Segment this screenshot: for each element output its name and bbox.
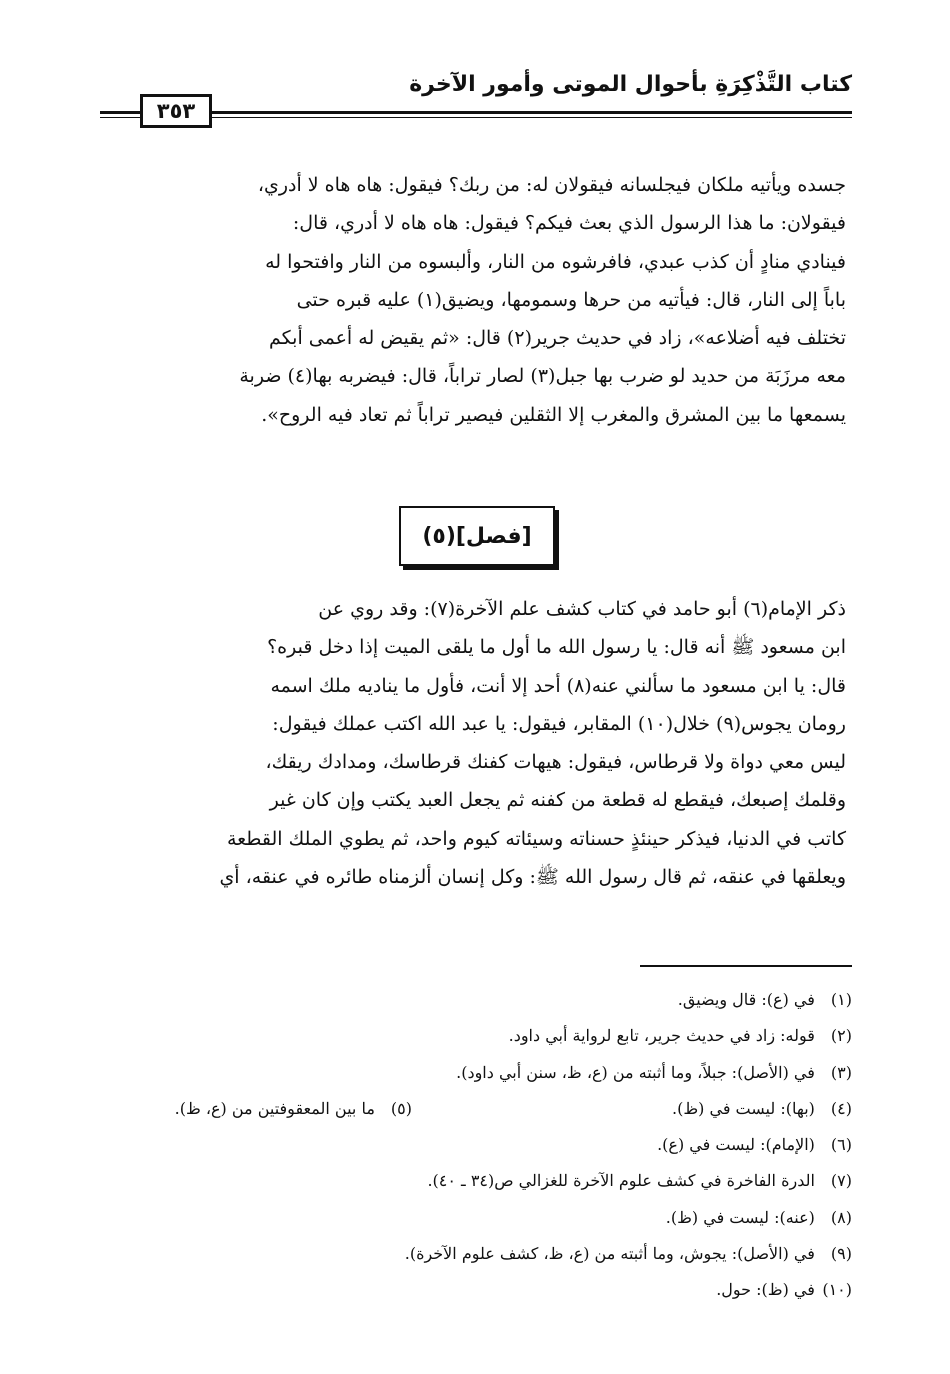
footnote-text: في (الأصل): جبلاً، وما أثبته من (ع، ظ، سنن أبي داود). — [456, 1062, 815, 1082]
text-line: كاتب في الدنيا، فيذكر حينئذٍ حسناته وسيئاته كيوم واحد، ثم يطوي الملك القطعة — [226, 827, 846, 850]
footnote-number: (٧) — [830, 1171, 852, 1191]
running-header-title: كتاب التَّذْكِرَةِ بأحوال الموتى وأمور الآخرة — [409, 72, 852, 97]
text-line: جسده ويأتيه ملكان فيجلسانه فيقولان له: من ربك؟ فيقول: هاه هاه لا أدري، — [257, 174, 846, 196]
text-line: قال: يا ابن مسعود ما سألني عنه(٨) أحد إلا أنت، فأول ما يناديه ملك اسمه — [270, 674, 846, 697]
footnote-text: (عنه): ليست في (ظ). — [665, 1207, 815, 1227]
footnote — [92, 1163, 852, 1199]
footnote-text: قوله: زاد في حديث جرير، تابع لرواية أبي داود. — [508, 1026, 815, 1046]
paragraph-2 — [104, 590, 846, 896]
footnote-number: (٦) — [830, 1135, 852, 1155]
footnote-text: في (ظ): حول. — [716, 1280, 815, 1300]
footnote — [92, 1272, 852, 1308]
footnote — [92, 1127, 852, 1163]
section-heading — [399, 506, 555, 566]
text-line: تختلف فيه أضلاعه»، زاد في حديث جرير(٢) قال: «ثم يقيض له أعمى أبكم — [269, 327, 846, 350]
text-line: ليس معي دواة ولا قرطاس، فيقول: هيهات كفنك قرطاسك، ومدادك ريقك، — [265, 751, 846, 774]
footnote-row — [92, 1091, 852, 1127]
footnotes — [92, 982, 852, 1309]
text-line: باباً إلى النار، قال: فيأتيه من حرها وسمومها، ويضيق(١) عليه قبره حتى — [296, 288, 846, 311]
footnote-text: (بها): ليست في (ظ). — [672, 1098, 815, 1118]
footnote-text: في (ع): قال ويضيق. — [677, 990, 815, 1009]
section-heading-text: [فصل](٥) — [422, 523, 532, 549]
footnote — [92, 1055, 852, 1091]
footnote-number: (٤) — [830, 1098, 852, 1118]
footnote-number: (٣) — [830, 1062, 852, 1082]
footnote — [92, 982, 852, 1018]
footnote-text: ما بين المعقوفتين من (ع، ظ). — [174, 1098, 375, 1118]
text-line: فيقولان: ما هذا الرسول الذي بعث فيكم؟ فيقول: هاه هاه لا أدري، قال: — [292, 212, 846, 235]
footnote — [92, 1200, 852, 1236]
text-line: فينادي منادٍ أن كذب عبدي، فافرشوه من النار، وألبسوه من النار وافتحوا له — [265, 250, 846, 273]
paragraph-1 — [104, 166, 846, 434]
footnote — [92, 1018, 852, 1054]
footnote-number: (١٠) — [822, 1280, 852, 1300]
text-line: ذكر الإمام(٦) أبو حامد في كتاب كشف علم الآخرة(٧): وقد روي عن — [318, 598, 846, 620]
text-line: ابن مسعود ﷺ أنه قال: يا رسول الله ما أول ما يلقى الميت إذا دخل قبره؟ — [267, 636, 846, 659]
text-line: معه مرزَبَة من حديد لو ضرب بها جبل(٣) لصار تراباً، قال: فيضربه بها(٤) ضربة — [239, 365, 846, 388]
footnote — [142, 1091, 412, 1127]
page-number: ٣٥٣ — [140, 94, 212, 128]
text-line: رومان يجوس(٩) خلال(١٠) المقابر، فيقول: يا عبد الله اكتب عملك فيقول: — [272, 712, 846, 735]
footnote-text: في (الأصل): يجوش، وما أثبته من (ع، ظ، كشف علوم الآخرة). — [404, 1244, 815, 1264]
footnote-number: (٩) — [830, 1244, 852, 1264]
footnote-number: (٨) — [830, 1207, 852, 1227]
footnote-separator — [640, 965, 852, 967]
footnote-number: (٢) — [830, 1026, 852, 1046]
footnote-number: (١) — [830, 990, 852, 1009]
footnote — [412, 1091, 852, 1127]
footnote-text: (الإمام): ليست في (ع). — [657, 1135, 815, 1155]
text-line: ويعلقها في عنقه، ثم قال رسول الله ﷺ: وكل إنسان ألزمناه طائره في عنقه، أي — [219, 866, 846, 889]
footnote-text: الدرة الفاخرة في كشف علوم الآخرة للغزالي ص(٣٤ ـ ٤٠). — [427, 1171, 815, 1191]
text-line: وقلمك إصبعك، فيقطع له قطعة من كفنه ثم يجعل العبد يكتب وإن كان غير — [269, 789, 846, 812]
footnote — [92, 1236, 852, 1272]
text-line: يسمعها ما بين المشرق والمغرب إلا الثقلين فيصير تراباً ثم تعاد فيه الروح». — [261, 403, 846, 426]
header-rule — [100, 111, 852, 118]
footnote-number: (٥) — [390, 1098, 412, 1118]
